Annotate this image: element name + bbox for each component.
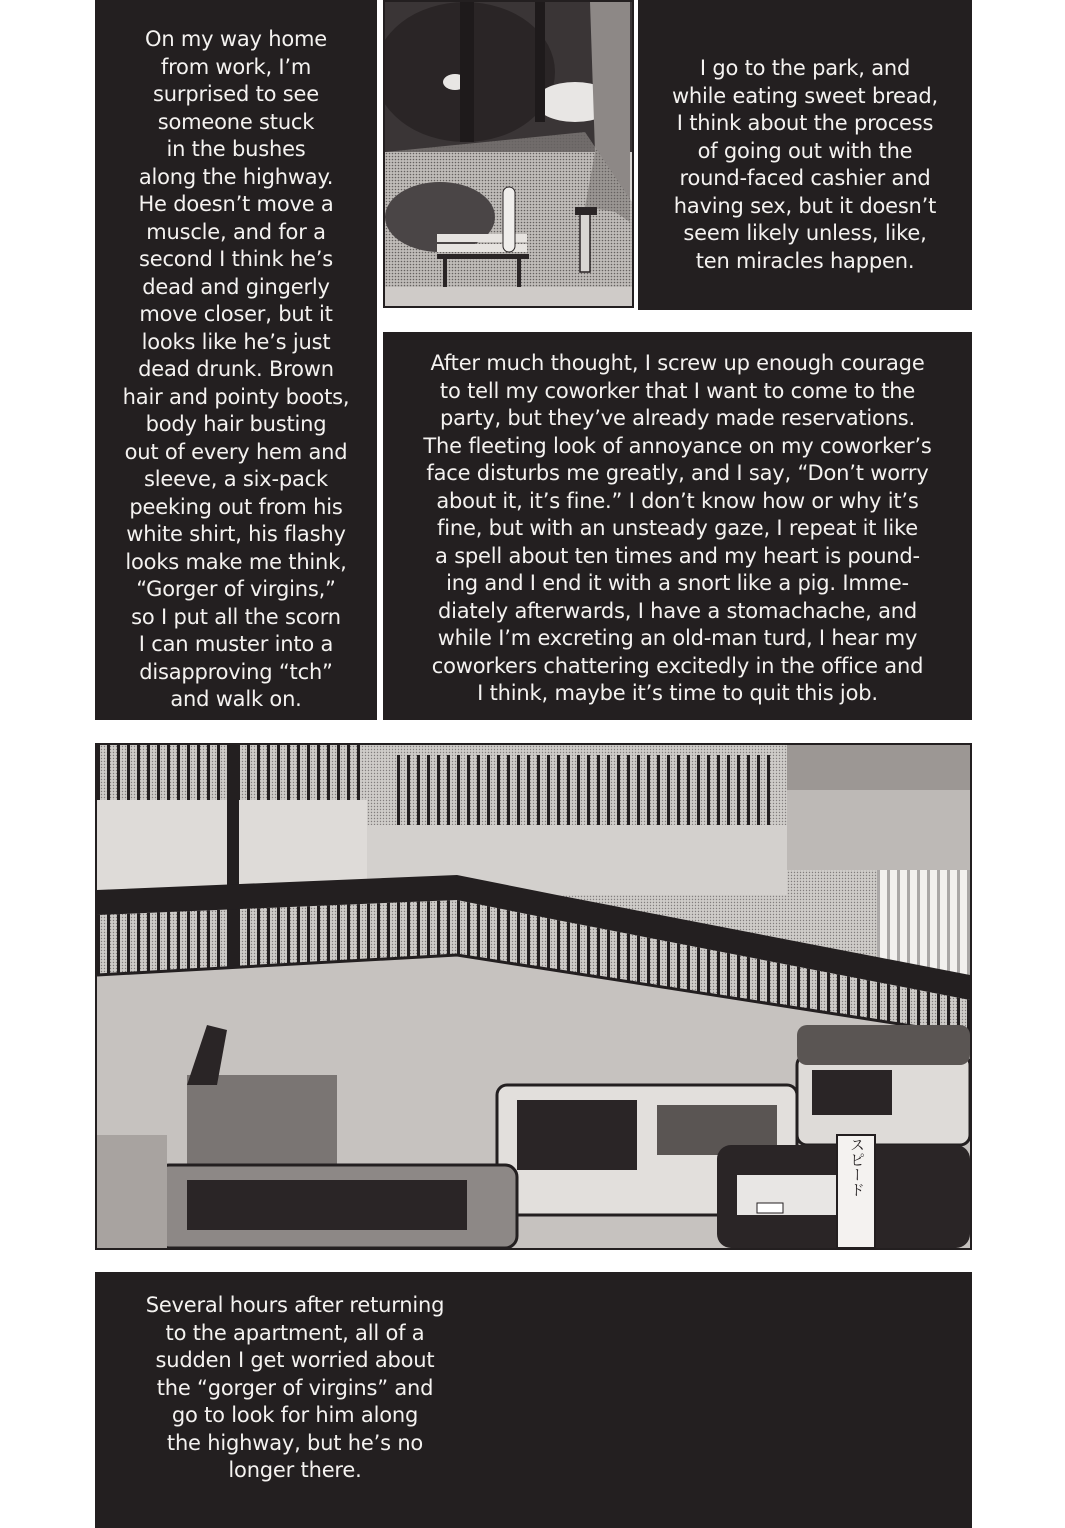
parking-lot-photo-image <box>97 745 970 1248</box>
caption-panel-middle <box>383 332 972 720</box>
speed-sign-text: スピード <box>848 1137 866 1197</box>
park-photo-panel <box>383 0 634 308</box>
parking-lot-photo-panel <box>95 743 972 1250</box>
caption-panel-top-right <box>638 0 972 310</box>
caption-panel-bottom <box>95 1272 972 1528</box>
caption-text-middle: After much thought, I screw up enough courage to tell my coworker that I want to come to the party, but they’ve already made reservations. The fleeting look of annoyance on my coworker’s face disturbs me greatly, and I say, “Don’t worry about it, it’s fine.” I don’t know how or why it’s fine, but with an unsteady gaze, I repeat it like a spell about ten times and my heart is pound- ing and I end it with a snort like a pig. Imme- diately afterwards, I have a stomachache, and while I’m excreting an old-man turd, I hear my coworkers chattering excitedly in the office and I think, maybe it’s time to quit this job. <box>423 351 932 705</box>
caption-text-left: On my way home from work, I’m surprised to see someone stuck in the bushes along the highway. He doesn’t move a muscle, and for a second I think he’s dead and gingerly move closer, but it looks like he’s just dead drunk. Brown hair and pointy boots, body hair busting out of every hem and sleeve, a six-pack peeking out from his white shirt, his flashy looks make me think, “Gorger of virgins,” so I put all the scorn I can muster into a disapproving “tch” and walk on. <box>122 27 350 711</box>
caption-text-top-right: I go to the park, and while eating sweet bread, I think about the process of going out with the round-faced cashier and having sex, but it doesn’t seem likely unless, like, ten miracles happen. <box>671 56 939 273</box>
park-photo-image <box>385 2 632 306</box>
caption-panel-left <box>95 0 377 720</box>
caption-text-bottom: Several hours after returning to the apartment, all of a sudden I get worried about the “gorger of virgins” and go to look for him along the highway, but he’s no longer there. <box>145 1293 445 1482</box>
